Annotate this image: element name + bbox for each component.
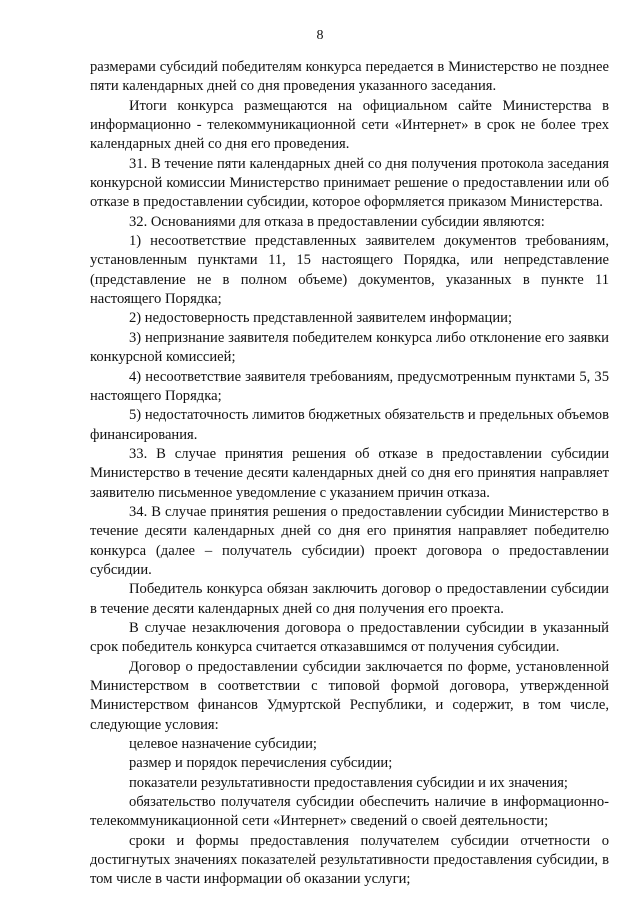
paragraph: 33. В случае принятия решения об отказе в предоставлении субсидии Министерство в течение десяти календарных дней со дня его принятия направляет заявителю письменное уведомление с указанием причин отказа. [90,445,609,501]
list-item: 2) недостоверность представленной заявителем информации; [129,310,513,327]
paragraph: размерами субсидий победителям конкурса передается в Министерство не позднее пяти календарных дней со дня проведения указанного заседания. [90,59,609,95]
list-item: 4) несоответствие заявителя требованиям, предусмотренным пунктами 5, 35 настоящего Порядка; [90,368,609,404]
paragraph: 34. В случае принятия решения о предоставлении субсидии Министерство в течение десяти календарных дней со дня его принятия направляет победителю конкурса (далее – получатель субсидии) проект договора о предоставлении субсидии. [90,503,609,578]
list-item: размер и порядок перечисления субсидии; [129,755,393,772]
list-item: 5) недостаточность лимитов бюджетных обязательств и предельных объемов финансирования. [90,407,609,443]
list-item: 1) несоответствие представленных заявителем документов требованиям, установленным пунктами 11, 15 настоящего Порядка, или непредставление (представление не в полном объеме) документов, указанных в пункте 11 настоящего Порядка; [90,233,609,308]
list-item: обязательство получателя субсидии обеспечить наличие в информационно-телекоммуникационной сети «Интернет» сведений о своей деятельности; [90,794,609,830]
paragraph: В случае незаключения договора о предоставлении субсидии в указанный срок победитель конкурса считается отказавшимся от получения субсидии. [90,619,609,656]
paragraph: Итоги конкурса размещаются на официальном сайте Министерства в информационно - телекоммуникационной сети «Интернет» в срок не более трех календарных дней со дня его проведения. [90,97,609,153]
document-body [90,58,609,890]
page-number: 8 [316,28,324,43]
list-item: 3) непризнание заявителя победителем конкурса либо отклонение его заявки конкурсной комиссией; [90,329,609,366]
paragraph: 32. Основаниями для отказа в предоставлении субсидии являются: [129,213,545,230]
paragraph: Договор о предоставлении субсидии заключается по форме, установленной Министерством в соответствии с типовой формой договора, утвержденной Министерством финансов Удмуртской Республики, и содержит, в том числе, следующие условия: [90,658,609,733]
list-item: сроки и формы предоставления получателем субсидии отчетности о достигнутых значениях показателей результативности предоставления субсидии, в том числе в части информации об оказании услуги; [90,832,609,888]
paragraph: 31. В течение пяти календарных дней со дня получения протокола заседания конкурсной комиссии Министерство принимает решение о предоставлении или об отказе в предоставлении субсидии, которое оформляется приказом Министерства. [90,155,609,211]
list-item: показатели результативности предоставления субсидии и их значения; [129,774,568,791]
list-item: целевое назначение субсидии; [129,736,317,753]
paragraph: Победитель конкурса обязан заключить договор о предоставлении субсидии в течение десяти календарных дней со дня получения его проекта. [90,581,609,617]
